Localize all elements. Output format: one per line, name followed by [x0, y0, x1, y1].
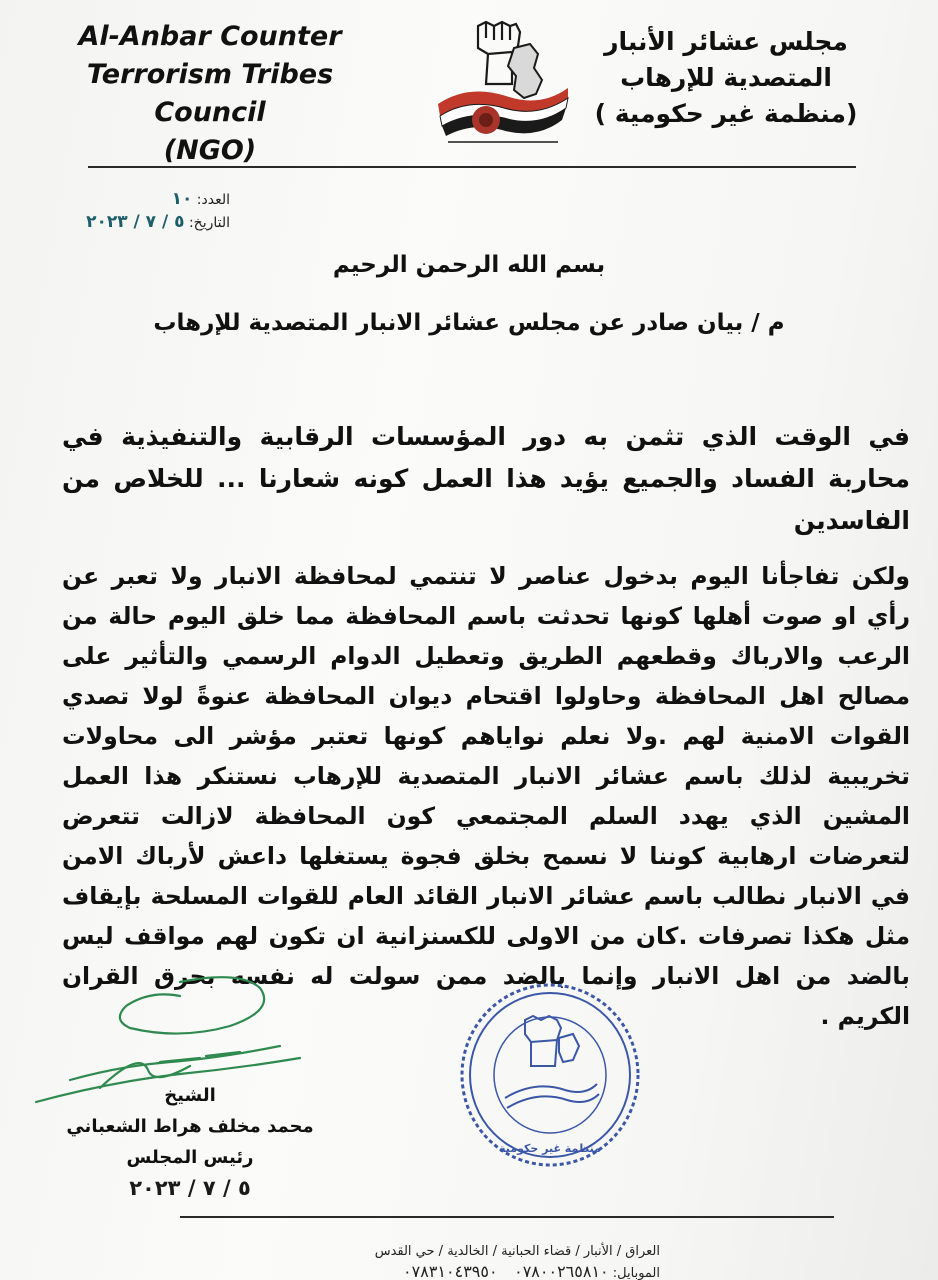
english-letterhead — [40, 18, 380, 170]
reference-block — [30, 188, 230, 234]
footer-divider — [180, 1216, 834, 1218]
mobile-label: الموبايل: — [612, 1266, 660, 1280]
basmala: بسم الله الرحمن الرحيم — [332, 252, 606, 278]
footer-phones — [280, 1262, 660, 1280]
signatory-title: الشيخ — [164, 1085, 216, 1106]
signatory-block — [60, 1080, 320, 1204]
date-value: ٥ / ٧ / ٢٠٢٣ — [86, 212, 185, 232]
arabic-name-line1: مجلس عشائر الأنبار — [604, 27, 848, 56]
header-divider — [88, 166, 856, 168]
footer-address: العراق / الأنبار / قضاء الحبانية / الخالدية / حي القدس — [374, 1244, 660, 1259]
footer-address-block — [280, 1242, 660, 1280]
reference-number — [30, 188, 230, 211]
subject-line: م / بيان صادر عن مجلس عشائر الانبار المتصدية للإرهاب — [153, 310, 785, 336]
number-value: ١٠ — [171, 189, 193, 209]
signatory-position: رئيس المجلس — [126, 1147, 254, 1168]
arabic-name-line3: (منظمة غير حكومية ) — [594, 99, 858, 128]
date-label: التاريخ: — [188, 215, 230, 231]
number-label: العدد: — [196, 192, 230, 208]
arabic-name-line2: المتصدية للإرهاب — [620, 63, 832, 92]
english-name-line3: (NGO) — [163, 135, 257, 166]
statement-body — [62, 416, 910, 1036]
english-name-line1: Al-Anbar Counter — [78, 21, 342, 52]
phone-number-1: ٠٧٨٠٠٢٦٥٨١٠ — [514, 1262, 609, 1280]
phone-number-2: ٠٧٨٣١٠٤٣٩٥٠ — [403, 1262, 498, 1280]
council-seal-stamp-icon — [455, 980, 645, 1170]
english-name-line2: Terrorism Tribes Council — [86, 59, 334, 128]
arabic-letterhead — [586, 24, 866, 132]
svg-text:منظمة غير حكومية: منظمة غير حكومية — [499, 1142, 601, 1155]
signatory-name: محمد مخلف هراط الشعباني — [66, 1116, 314, 1137]
signatory-date: ٥ / ٧ / ٢٠٢٣ — [129, 1176, 251, 1200]
reference-date — [30, 211, 230, 234]
body-paragraph-2: ولكن تفاجأنا اليوم بدخول عناصر لا تنتمي لمحافظة الانبار ولا تعبر عن رأي او صوت أهلها كونها تحدثت باسم المحافظة مما خلق اليوم حالة من الرعب والارباك وقطعهم الطريق وتعطيل الدوام الرسمي والتأثير على مصالح اهل المحافظة وحاولوا اقتحام ديوان المحافظة عنوةً لولا تصدي القوات الامنية لهم .ولا نعلم نواياهم كونها تعتبر مؤشر الى محاولات تخريبية لذلك باسم عشائر الانبار المتصدية للإرهاب نستنكر هذا العمل المشين الذي يهدد السلم المجتمعي كون المحافظة لازالت تتعرض لتعرضات ارهابية كوننا لا نسمح بخلق فجوة يستغلها داعش لأرباك الامن في الانبار نطالب باسم عشائر الانبار القائد العام للقوات المسلحة بإيقاف مثل هكذا تصرفات .كان من الاولى للكسنزانية ان تكون لهم مواقف ليس بالضد من اهل الانبار وإنما بالضد ممن سولت له نفسه بحرق القران الكريم . — [62, 562, 910, 1030]
body-paragraph-1: في الوقت الذي تثمن به دور المؤسسات الرقابية والتنفيذية في محاربة الفساد والجميع يؤيد هذا العمل كونه شعارنا ... للخلاص من الفاسدين — [62, 422, 910, 535]
council-logo-icon — [428, 18, 578, 150]
